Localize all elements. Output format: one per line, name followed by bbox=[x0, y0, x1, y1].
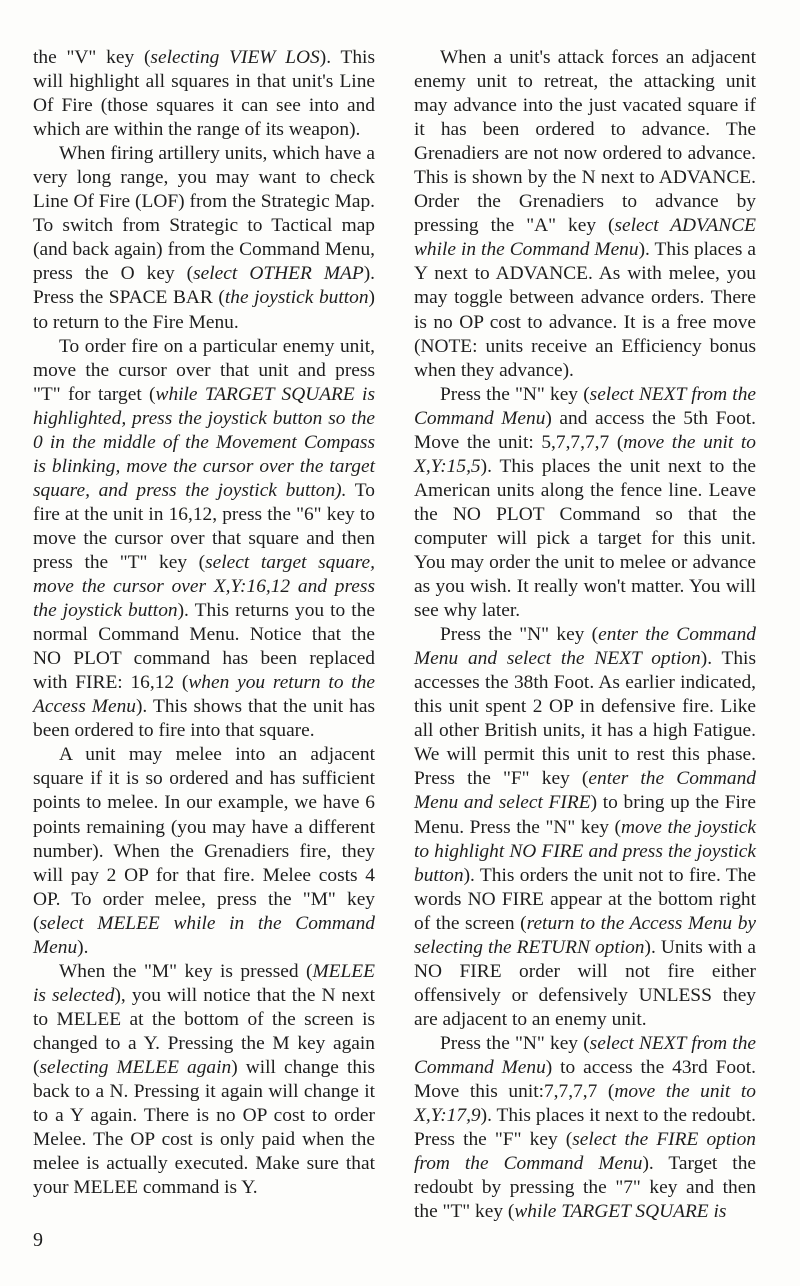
text-run: ) to access the 43rd Foot. Move this unit:7,7,7,7 ( bbox=[414, 1056, 756, 1103]
text-run: the "V" key ( bbox=[33, 47, 151, 68]
italic-text-run: when you return to the Access Menu bbox=[33, 672, 375, 718]
text-run: ). bbox=[77, 936, 89, 958]
left-column bbox=[33, 46, 375, 1200]
paragraph bbox=[33, 335, 375, 744]
italic-text-run: MELEE is selected bbox=[33, 960, 375, 1006]
text-run: ) to bring up the Fire Menu. Press the "N" key ( bbox=[414, 792, 756, 838]
text-run: ) and access the 5th Foot. Move the unit: 5,7,7,7,7 ( bbox=[414, 407, 756, 453]
paragraph bbox=[33, 46, 375, 142]
text-run: When the "M" key is pressed ( bbox=[59, 960, 313, 982]
italic-text-run: return to the Access Menu by selecting the RETURN option bbox=[414, 912, 756, 958]
page-number: 9 bbox=[33, 1229, 43, 1251]
italic-text-run: while TARGET SQUARE is highlighted, press the joystick button so the 0 in the middle of the Movement Compass is blinking, move the cursor over the target square, and press the joystick button). bbox=[33, 383, 375, 501]
text-run: ). Press the SPACE BAR ( bbox=[33, 263, 375, 309]
text-run: Press the "N" key ( bbox=[440, 383, 590, 405]
paragraph bbox=[33, 960, 375, 1200]
italic-text-run: move the unit to X,Y:17,9 bbox=[414, 1081, 756, 1127]
italic-text-run: select NEXT from the Command Menu bbox=[414, 383, 757, 429]
text-run: ) to return to the Fire Menu. bbox=[33, 287, 375, 333]
text-run: When firing artillery units, which have a very long range, you may want to check Line Of Fire (LOF) from the Strategic Map. To switch from Strategic to Tactical map (and back again) from the Command Menu, press the O key ( bbox=[33, 143, 375, 285]
text-run: To order fire on a particular enemy unit, move the cursor over that unit and press "T" for target ( bbox=[33, 335, 375, 405]
text-run: ). This returns you to the normal Command Menu. Notice that the NO PLOT command has been replaced with FIRE: 16,12 ( bbox=[33, 600, 376, 694]
paragraph bbox=[414, 46, 756, 383]
paragraph bbox=[33, 142, 375, 334]
italic-text-run: select the FIRE option from the Command Menu bbox=[414, 1129, 757, 1175]
italic-text-run: move the joystick to highlight NO FIRE and press the joystick button bbox=[414, 816, 756, 886]
text-run: When a unit's attack forces an adjacent enemy unit to retreat, the attacking unit may advance into the just vacated square if it has been ordered to advance. The Grenadiers are not now ordered to advance. This is shown by the N next to ADVANCE. Order the Grenadiers to advance by pressing the "A" key ( bbox=[414, 47, 756, 237]
italic-text-run: while TARGET SQUARE is bbox=[514, 1201, 727, 1223]
paragraph bbox=[33, 743, 375, 959]
italic-text-run: select ADVANCE while in the Command Menu bbox=[414, 215, 756, 261]
italic-text-run: selecting VIEW LOS bbox=[150, 47, 320, 68]
text-run: ). This places the unit next to the American units along the fence line. Leave the NO PLOT Command so that the computer will pick a target for this unit. You may order the unit to melee or advance as you wish. It really won't matter. You will see why later. bbox=[414, 455, 756, 622]
text-run: ). This orders the unit not to fire. The words NO FIRE appear at the bottom right of the screen ( bbox=[414, 864, 756, 934]
text-run: Press the "N" key ( bbox=[440, 1032, 590, 1054]
italic-text-run: the joystick button bbox=[224, 287, 369, 309]
text-run: To fire at the unit in 16,12, press the "6" key to move the cursor over that square and then press the "T" key ( bbox=[33, 479, 375, 573]
italic-text-run: select NEXT from the Command Menu bbox=[414, 1032, 757, 1078]
text-run: Press the "N" key ( bbox=[440, 624, 599, 646]
italic-text-run: select OTHER MAP bbox=[193, 263, 364, 285]
italic-text-run: enter the Command Menu and select FIRE bbox=[414, 768, 757, 814]
text-run: ). Target the redoubt by pressing the "7" key and then the "T" key ( bbox=[414, 1153, 756, 1223]
right-column bbox=[414, 46, 756, 1224]
text-run: ), you will notice that the N next to MELEE at the bottom of the screen is changed to a Y. Pressing the M key again ( bbox=[33, 984, 375, 1078]
italic-text-run: enter the Command Menu and select the NEXT option bbox=[414, 624, 756, 670]
text-run: A unit may melee into an adjacent square if it is so ordered and has sufficient points to melee. In our example, we have 6 points remaining (you may have a different number). When the Grenadiers fire, they will pay 2 OP for that fire. Melee costs 4 OP. To order melee, press the "M" key ( bbox=[33, 744, 375, 934]
paragraph bbox=[414, 1032, 756, 1224]
italic-text-run: select target square, move the cursor over X,Y:16,12 and press the joystick button bbox=[33, 551, 375, 622]
italic-text-run: selecting MELEE again bbox=[39, 1056, 232, 1078]
text-run: ). This places a Y next to ADVANCE. As with melee, you may toggle between advance orders. There is no OP cost to advance. It is a free move (NOTE: units receive an Efficiency bonus when they advance). bbox=[414, 239, 756, 381]
text-run: ). This accesses the 38th Foot. As earlier indicated, this unit spent 2 OP in defensive fire. Like all other British units, it has a high Fatigue. We will permit this unit to rest this phase. Press the "F" key ( bbox=[414, 648, 756, 790]
paragraph bbox=[414, 383, 756, 623]
text-run: ). Units with a NO FIRE order will not fire either offensively or defensively UNLESS they are adjacent to an enemy unit. bbox=[414, 936, 756, 1030]
italic-text-run: move the unit to X,Y:15,5 bbox=[414, 431, 756, 477]
text-run: ). This shows that the unit has been ordered to fire into that square. bbox=[33, 696, 375, 742]
text-run: ). This places it next to the redoubt. Press the "F" key ( bbox=[414, 1105, 756, 1151]
paragraph bbox=[414, 623, 756, 1032]
text-run: ) will change this back to a N. Pressing it again will change it to a Y again. There is no OP cost to order Melee. The OP cost is only paid when the melee is actually executed. Make sure that your MELEE command is Y. bbox=[33, 1056, 375, 1199]
italic-text-run: select MELEE while in the Command Menu bbox=[33, 912, 375, 958]
text-run: ). This will highlight all squares in that unit's Line Of Fire (those squares it can see into and which are within the range of its weapon). bbox=[33, 47, 375, 141]
